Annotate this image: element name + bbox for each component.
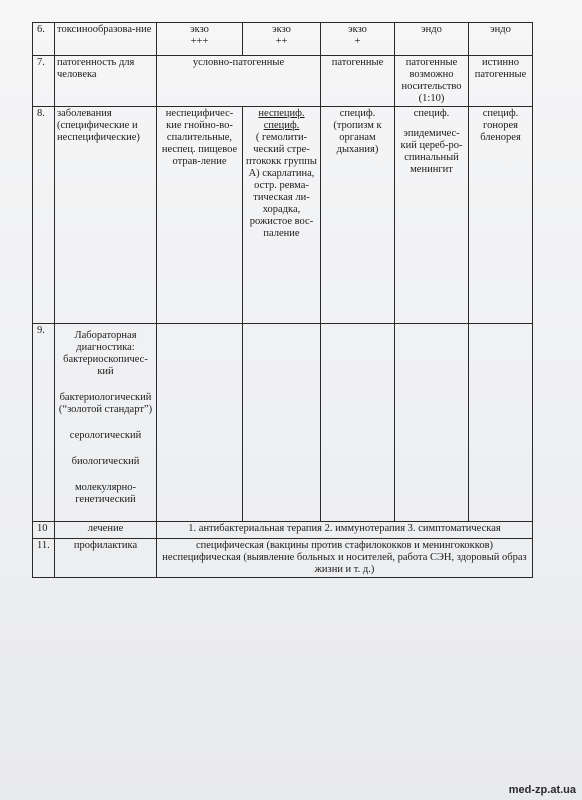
row-label bbox=[55, 324, 157, 522]
cell-disease-1: неспецифичес-кие гнойно-во-спалительные, неспец. пищевое отрав-ление bbox=[157, 107, 243, 324]
cell-conditionally-pathogenic: условно-патогенные bbox=[157, 56, 321, 107]
cell-text: специф. bbox=[263, 120, 300, 131]
row-label: профилактика bbox=[55, 539, 157, 578]
cell-empty bbox=[321, 324, 395, 522]
cell-text: неспециф. bbox=[258, 108, 305, 119]
row-number: 9. bbox=[33, 324, 55, 522]
cell-empty bbox=[157, 324, 243, 522]
cell-empty bbox=[243, 324, 321, 522]
cell-empty bbox=[469, 324, 533, 522]
microbiology-comparison-table bbox=[32, 22, 533, 578]
cell-toxin-1 bbox=[157, 23, 243, 56]
cell-pathogenic-carriage: патогенные возможно носительство (1:10) bbox=[395, 56, 469, 107]
cell-text: ( гемолити-ческий стре-птококк группы А) скарлатина, остр. ревма-тическая ли-хорадка, рожистое вос-паление bbox=[246, 132, 317, 239]
cell-text: серологический bbox=[69, 430, 142, 441]
cell-text: эпидемичес-кий цереб-ро-спинальный менингит bbox=[400, 128, 463, 175]
cell-text: неспецифическая (выявление больных и носителей, работа СЭН, здоровый образ жизни и т. д.) bbox=[162, 552, 527, 575]
cell-text: +++ bbox=[190, 36, 209, 47]
cell-disease-4 bbox=[395, 107, 469, 324]
row-prevention bbox=[33, 539, 533, 578]
cell-disease-2 bbox=[243, 107, 321, 324]
site-watermark: med-zp.at.ua bbox=[508, 784, 576, 796]
row-number: 6. bbox=[33, 23, 55, 56]
cell-toxin-4 bbox=[395, 23, 469, 56]
row-number: 11. bbox=[33, 539, 55, 578]
cell-toxin-2 bbox=[243, 23, 321, 56]
cell-text: специф. bbox=[413, 108, 450, 119]
cell-text: экзо bbox=[190, 24, 209, 35]
cell-disease-5: специф. гонорея бленорея bbox=[469, 107, 533, 324]
row-label: заболевания (специфические и неспецифические) bbox=[55, 107, 157, 324]
row-treatment bbox=[33, 522, 533, 539]
cell-text: молекулярно-генетический bbox=[74, 482, 137, 505]
cell-disease-3: специф. (тропизм к органам дыхания) bbox=[321, 107, 395, 324]
cell-text: экзо bbox=[348, 24, 367, 35]
cell-empty bbox=[395, 324, 469, 522]
cell-prevention bbox=[157, 539, 533, 578]
cell-toxin-3 bbox=[321, 23, 395, 56]
row-lab-diagnostics bbox=[33, 324, 533, 522]
row-label: лечение bbox=[55, 522, 157, 539]
cell-text: эндо bbox=[490, 24, 511, 35]
cell-truly-pathogenic: истинно патогенные bbox=[469, 56, 533, 107]
row-pathogenicity bbox=[33, 56, 533, 107]
cell-text: специфическая (вакцины против стафилококков и менингококков) bbox=[195, 540, 494, 551]
row-number: 7. bbox=[33, 56, 55, 107]
row-number: 8. bbox=[33, 107, 55, 324]
cell-text: бактериологический (“золотой стандарт”) bbox=[58, 392, 153, 415]
cell-text: биологический bbox=[71, 456, 140, 467]
cell-toxin-5 bbox=[469, 23, 533, 56]
row-toxin-production bbox=[33, 23, 533, 56]
row-number: 10 bbox=[33, 522, 55, 539]
row-label: патогенность для человека bbox=[55, 56, 157, 107]
row-label: токсинообразова-ние bbox=[55, 23, 157, 56]
cell-text: эндо bbox=[421, 24, 442, 35]
cell-pathogenic: патогенные bbox=[321, 56, 395, 107]
row-diseases bbox=[33, 107, 533, 324]
cell-treatment: 1. антибактериальная терапия 2. иммунотерапия 3. симптоматическая bbox=[157, 522, 533, 539]
cell-text: ++ bbox=[275, 36, 288, 47]
cell-text: Лабораторная диагностика: бактериоскопичес-кий bbox=[63, 330, 148, 377]
cell-text: экзо bbox=[272, 24, 291, 35]
cell-text: + bbox=[354, 36, 361, 47]
